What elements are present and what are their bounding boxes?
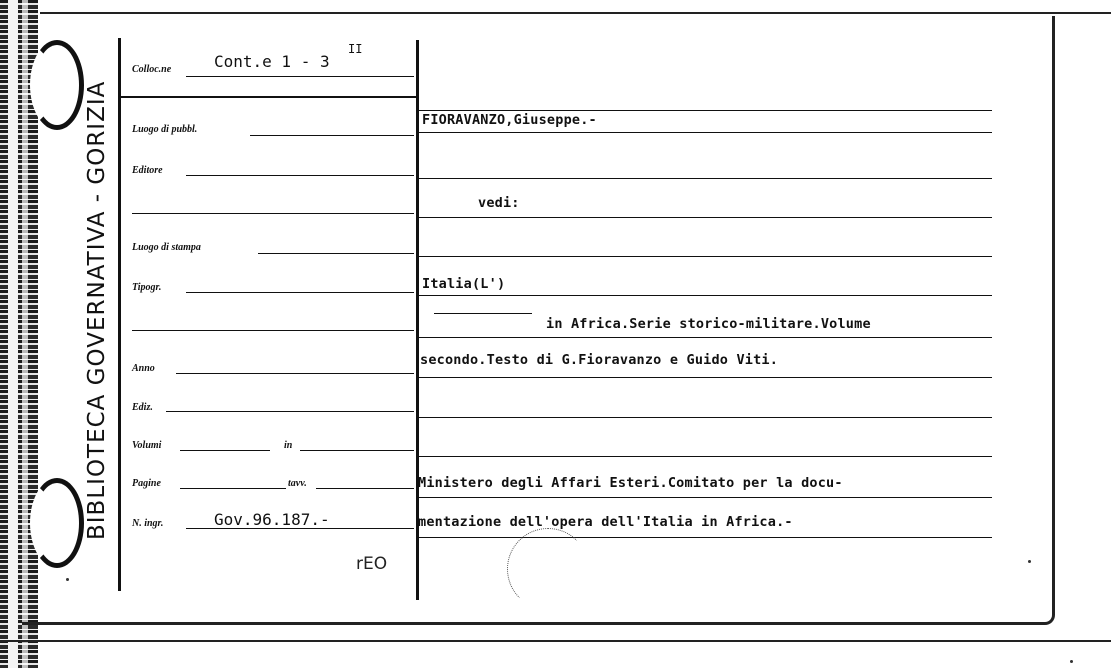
n-ingr-line bbox=[186, 528, 414, 529]
card-vertical-rule bbox=[118, 38, 121, 591]
speck bbox=[1028, 560, 1031, 563]
library-side-title: BIBLIOTECA GOVERNATIVA - GORIZIA bbox=[84, 80, 110, 540]
author-heading: FIORAVANZO,Giuseppe.- bbox=[422, 112, 597, 128]
anno-label: Anno bbox=[132, 363, 155, 374]
top-edge bbox=[40, 12, 1111, 14]
publisher-line-1: Ministero degli Affari Esteri.Comitato per la docu- bbox=[418, 475, 843, 491]
right-rule bbox=[418, 178, 992, 179]
speck bbox=[66, 578, 69, 581]
title-continuation-2: secondo.Testo di G.Fioravanzo e Guido Viti. bbox=[420, 352, 779, 368]
tipogr-label: Tipogr. bbox=[132, 282, 162, 293]
right-rule bbox=[418, 295, 992, 296]
title-dash bbox=[434, 313, 532, 314]
pagine-line bbox=[180, 488, 286, 489]
right-rule bbox=[418, 256, 992, 257]
tavole-line bbox=[316, 488, 414, 489]
n-ingr-label: N. ingr. bbox=[132, 518, 164, 529]
title-start: Italia(L') bbox=[422, 276, 506, 292]
collocazione-label: Colloc.ne bbox=[132, 64, 172, 75]
collocazione-value: Cont.e 1 - 3 bbox=[214, 52, 330, 71]
title-continuation: in Africa.Serie storico-militare.Volume bbox=[546, 316, 871, 332]
tipogr-line bbox=[186, 292, 414, 293]
ediz-line bbox=[166, 411, 414, 412]
ediz-label: Ediz. bbox=[132, 402, 153, 413]
right-rule bbox=[418, 417, 992, 418]
editore-label: Editore bbox=[132, 165, 163, 176]
right-rule bbox=[418, 337, 992, 338]
tipogr-line-2 bbox=[132, 330, 414, 331]
in-label: in bbox=[284, 440, 293, 451]
vedi-text: vedi: bbox=[478, 195, 520, 211]
volumi-line bbox=[180, 450, 270, 451]
right-rule bbox=[418, 377, 992, 378]
section-divider bbox=[118, 96, 418, 98]
tavole-label: tavv. bbox=[288, 478, 307, 489]
collocazione-line bbox=[186, 76, 414, 77]
in-line bbox=[300, 450, 414, 451]
luogo-stampa-line bbox=[258, 253, 414, 254]
right-rule bbox=[418, 537, 992, 538]
luogo-stampa-label: Luogo di stampa bbox=[132, 242, 201, 253]
right-rule bbox=[418, 456, 992, 457]
anno-line bbox=[176, 373, 414, 374]
volumi-label: Volumi bbox=[132, 440, 162, 451]
publisher-line-2: mentazione dell'opera dell'Italia in Africa.- bbox=[418, 514, 793, 530]
right-rule bbox=[418, 110, 992, 111]
bottom-edge bbox=[0, 640, 1111, 642]
scan-strip-band bbox=[8, 0, 18, 668]
handwritten-mark: rEO bbox=[356, 554, 388, 574]
right-rule bbox=[418, 217, 992, 218]
right-rule bbox=[418, 497, 992, 498]
right-rule bbox=[418, 132, 992, 133]
faint-stamp bbox=[507, 528, 589, 610]
luogo-pubbl-line bbox=[250, 135, 414, 136]
collocazione-superscript: II bbox=[348, 42, 363, 56]
luogo-pubbl-label: Luogo di pubbl. bbox=[132, 124, 198, 135]
pagine-label: Pagine bbox=[132, 478, 161, 489]
editore-line-2 bbox=[132, 213, 414, 214]
editore-line bbox=[186, 175, 414, 176]
speck bbox=[1070, 660, 1073, 663]
n-ingr-value: Gov.96.187.- bbox=[214, 510, 330, 529]
